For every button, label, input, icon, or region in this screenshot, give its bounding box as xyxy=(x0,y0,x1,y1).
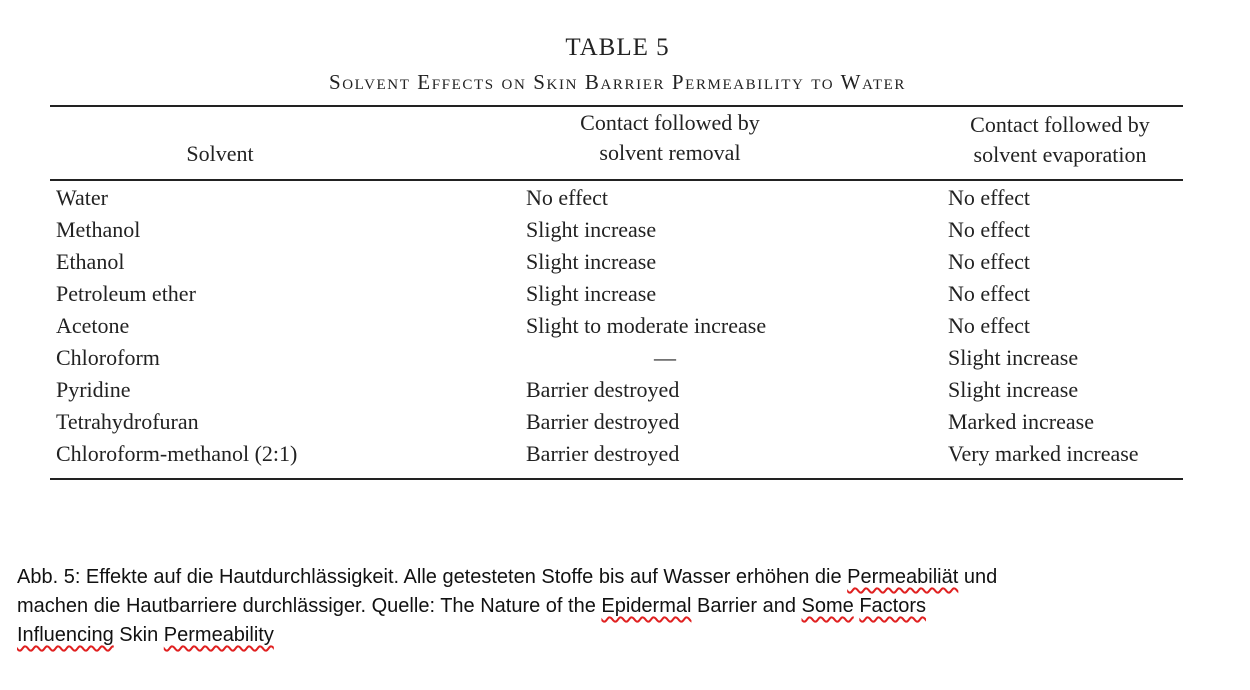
header-solvent-evaporation xyxy=(900,110,1220,170)
caption-misspelled-word[interactable]: Factors xyxy=(859,595,927,617)
cell-solvent: Tetrahydrofuran xyxy=(56,409,199,434)
caption-misspelled-word[interactable]: Influencing xyxy=(17,624,114,646)
cell-evaporation-effect: Slight increase xyxy=(948,377,1079,402)
header-solvent-removal xyxy=(470,108,870,168)
cell-solvent: Chloroform xyxy=(56,345,160,370)
figure-caption xyxy=(17,563,1232,650)
caption-line-2 xyxy=(17,592,1232,621)
header-solvent-label: Solvent xyxy=(186,141,254,166)
cell-evaporation-effect: Marked increase xyxy=(948,409,1094,434)
caption-misspelled-word[interactable]: Some xyxy=(801,595,854,617)
header-removal-line1: Contact followed by xyxy=(580,110,760,135)
header-evaporation-line1: Contact followed by xyxy=(970,112,1150,137)
table-top-rule xyxy=(50,105,1183,107)
cell-removal-effect: Slight increase xyxy=(526,249,657,274)
caption-line-3 xyxy=(17,621,1232,650)
caption-misspelled-word[interactable]: Permeabiliät xyxy=(847,566,959,588)
caption-text: Barrier and xyxy=(691,595,802,617)
header-evaporation-line2: solvent evaporation xyxy=(973,142,1147,167)
caption-text: machen die Hautbarriere durchlässiger. Quelle: The Nature of the xyxy=(17,595,602,617)
cell-removal-effect: Slight increase xyxy=(526,217,657,242)
cell-evaporation-effect: No effect xyxy=(948,281,1031,306)
cell-solvent: Chloroform-methanol (2:1) xyxy=(56,441,298,466)
cell-evaporation-effect: Very marked increase xyxy=(948,441,1139,466)
table-title: TABLE 5 xyxy=(565,34,670,61)
cell-evaporation-effect: Slight increase xyxy=(948,345,1079,370)
cell-removal-effect: Barrier destroyed xyxy=(526,377,680,402)
table-subtitle: Solvent Effects on Skin Barrier Permeability to Water xyxy=(328,70,907,94)
caption-text: Abb. 5: Effekte auf die Hautdurchlässigkeit. Alle getesteten Stoffe bis auf Wasser erhöhen die xyxy=(17,566,848,588)
table-header-rule xyxy=(50,179,1183,181)
caption-line-1 xyxy=(17,563,1232,592)
cell-removal-effect: — xyxy=(654,345,676,370)
cell-evaporation-effect: No effect xyxy=(948,217,1031,242)
cell-removal-effect: Barrier destroyed xyxy=(526,409,680,434)
cell-removal-effect: No effect xyxy=(526,185,609,210)
table-bottom-rule xyxy=(50,478,1183,480)
cell-evaporation-effect: No effect xyxy=(948,313,1031,338)
cell-removal-effect: Barrier destroyed xyxy=(526,441,680,466)
cell-solvent: Acetone xyxy=(56,313,130,338)
cell-removal-effect: Slight increase xyxy=(526,281,657,306)
caption-text: und xyxy=(958,566,998,588)
cell-removal-effect: Slight to moderate increase xyxy=(526,313,767,338)
cell-evaporation-effect: No effect xyxy=(948,185,1031,210)
cell-solvent: Petroleum ether xyxy=(56,281,196,306)
cell-solvent: Ethanol xyxy=(56,249,125,274)
header-removal-line2: solvent removal xyxy=(599,140,741,165)
caption-misspelled-word[interactable]: Permeability xyxy=(163,624,274,646)
caption-text: Skin xyxy=(113,624,164,646)
cell-solvent: Methanol xyxy=(56,217,141,242)
header-solvent xyxy=(120,139,320,169)
cell-evaporation-effect: No effect xyxy=(948,249,1031,274)
cell-solvent: Water xyxy=(56,185,108,210)
cell-solvent: Pyridine xyxy=(56,377,131,402)
caption-misspelled-word[interactable]: Epidermal xyxy=(601,595,692,617)
